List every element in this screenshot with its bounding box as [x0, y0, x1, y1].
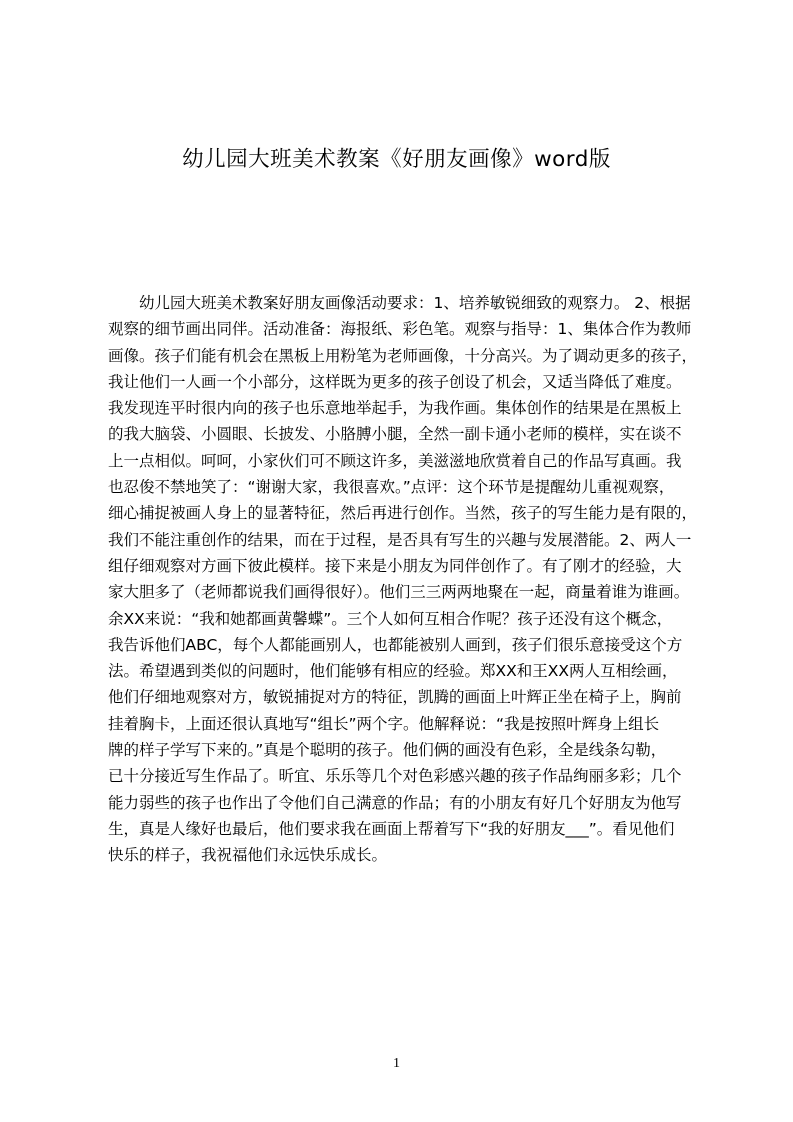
text-line: 的我大脑袋、小圆眼、长披发、小胳膊小腿，全然一副卡通小老师的模样，实在谈不 — [108, 425, 682, 444]
text-line: 我让他们一人画一个小部分，这样既为更多的孩子创设了机会，又适当降低了难度。 — [108, 372, 682, 391]
text-line: 家大胆多了（老师都说我们画得很好）。他们三三两两地聚在一起，商量着谁为谁画。 — [108, 583, 690, 602]
text-line: 余XX来说：“我和她都画黄馨蝶”。三个人如何互相合作呢？孩子还没有这个概念， — [108, 609, 673, 628]
text-line: 我发现连平时很内向的孩子也乐意地举起手，为我作画。集体创作的结果是在黑板上 — [108, 399, 682, 418]
text-line: 挂着胸卡，上面还很认真地写“组长”两个字。他解释说：“我是按照叶辉身上组长 — [108, 714, 660, 733]
text-line: 观察的细节画出同伴。活动准备：海报纸、彩色笔。观察与指导：1、集体合作为教师 — [108, 320, 692, 339]
body-text — [108, 290, 700, 869]
document-title: 幼儿园大班美术教案《好朋友画像》word版 — [182, 147, 611, 172]
text-line: 也忍俊不禁地笑了：“谢谢大家，我很喜欢。”点评：这个环节是提醒幼儿重视观察， — [108, 478, 675, 497]
text-line: 他们仔细地观察对方，敏锐捕捉对方的特征，凯腾的画面上叶辉正坐在椅子上，胸前 — [108, 688, 682, 707]
text-line: 能力弱些的孩子也作出了令他们自己满意的作品；有的小朋友有好几个好朋友为他写 — [108, 793, 682, 812]
text-line: 幼儿园大班美术教案好朋友画像活动要求：1、培养敏锐细致的观察力。 2、根据 — [108, 294, 691, 312]
text-line: 我告诉他们ABC，每个人都能画别人，也都能被别人画到，孩子们很乐意接受这个方 — [108, 635, 683, 654]
page-number: 1 — [393, 1056, 400, 1071]
text-line: 生，真是人缘好也最后，他们要求我在画面上帮着写下“我的好朋友___”。看见他们 — [108, 819, 675, 838]
text-line: 已十分接近写生作品了。昕宜、乐乐等几个对色彩感兴趣的孩子作品绚丽多彩；几个 — [108, 767, 682, 786]
text-line: 组仔细观察对方画下彼此模样。接下来是小朋友为同伴创作了。有了刚才的经验，大 — [108, 556, 682, 575]
text-line: 法。希望遇到类似的问题时，他们能够有相应的经验。郑XX和王XX两人互相绘画， — [108, 662, 678, 681]
text-line: 上一点相似。呵呵，小家伙们可不顾这许多，美滋滋地欣赏着自己的作品写真画。我 — [108, 451, 682, 470]
text-line: 牌的样子学写下来的。”真是个聪明的孩子。他们俩的画没有色彩，全是线条勾勒， — [108, 741, 667, 760]
text-line: 我们不能注重创作的结果，而在于过程，是否具有写生的兴趣与发展潜能。2、两人一 — [108, 530, 692, 549]
text-line: 画像。孩子们能有机会在黑板上用粉笔为老师画像，十分高兴。为了调动更多的孩子， — [108, 346, 698, 365]
text-line: 细心捕捉被画人身上的显著特征，然后再进行创作。当然，孩子的写生能力是有限的， — [108, 504, 698, 523]
text-line: 快乐的样子，我祝福他们永远快乐成长。 — [108, 846, 388, 865]
